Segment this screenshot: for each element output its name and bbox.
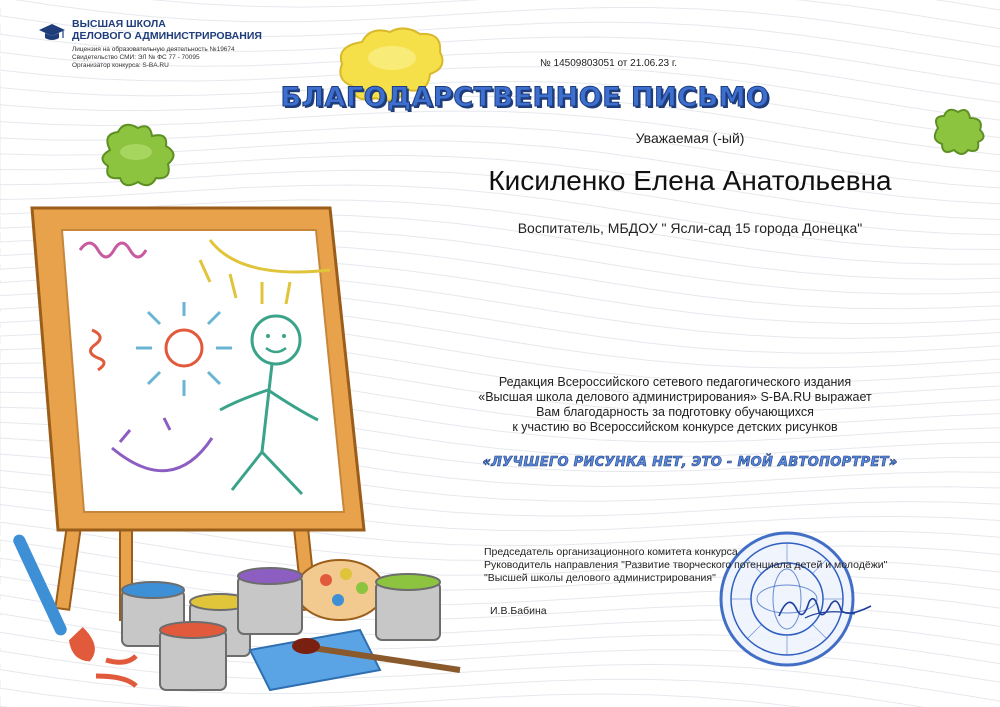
salutation: Уважаемая (-ый) <box>635 130 745 146</box>
recipient-name: Кисиленко Елена Анатольевна <box>488 165 892 196</box>
background-wave-line <box>0 0 1000 10</box>
green-paint-blob-right <box>926 106 990 158</box>
graduation-cap-icon <box>38 22 66 42</box>
school-name: ВЫСШАЯ ШКОЛА ДЕЛОВОГО АДМИНИСТРИРОВАНИЯ <box>72 18 262 42</box>
signature-line: Председатель организационного комитета конкурса <box>484 546 738 558</box>
contest-name: «ЛУЧШЕГО РИСУНКА НЕТ, ЭТО - МОЙ АВТОПОРТРЕТ» <box>482 455 898 470</box>
license-info: Лицензия на образовательную деятельность №19674 Свидетельство СМИ: ЭЛ № ФС 77 - 70095 Организатор конкурса: S-BA.RU <box>72 46 235 69</box>
recipient-position: Воспитатель, МБДОУ " Ясли-сад 15 города Донецка" <box>517 220 863 236</box>
document-number: № 14509803051 от 21.06.23 г. <box>540 58 678 69</box>
body-line: Вам благодарность за подготовку обучающихся <box>536 405 814 419</box>
signature-line: Руководитель направления "Развитие творческого потенциала детей и молодёжи" <box>484 559 888 571</box>
body-line: Редакция Всероссийского сетевого педагогического издания <box>498 375 852 389</box>
organization-logo <box>38 18 298 78</box>
gratitude-text <box>430 375 920 435</box>
paint-can <box>160 622 226 690</box>
body-line: «Высшая школа делового администрирования» S-BA.RU выражает <box>478 390 872 404</box>
page-title: БЛАГОДАРСТВЕННОЕ ПИСЬМО <box>280 82 770 113</box>
green-paint-blob-left <box>92 120 182 192</box>
paint-can <box>238 568 302 634</box>
signer-name: И.В.Бабина <box>490 605 547 617</box>
paint-can <box>376 574 440 640</box>
signature-line: "Высшей школы делового администрирования" <box>484 572 716 584</box>
handwritten-signature <box>775 588 875 628</box>
easel-illustration <box>0 190 470 707</box>
body-line: к участию во Всероссийском конкурсе детских рисунков <box>512 420 838 434</box>
signature-block <box>484 546 964 585</box>
